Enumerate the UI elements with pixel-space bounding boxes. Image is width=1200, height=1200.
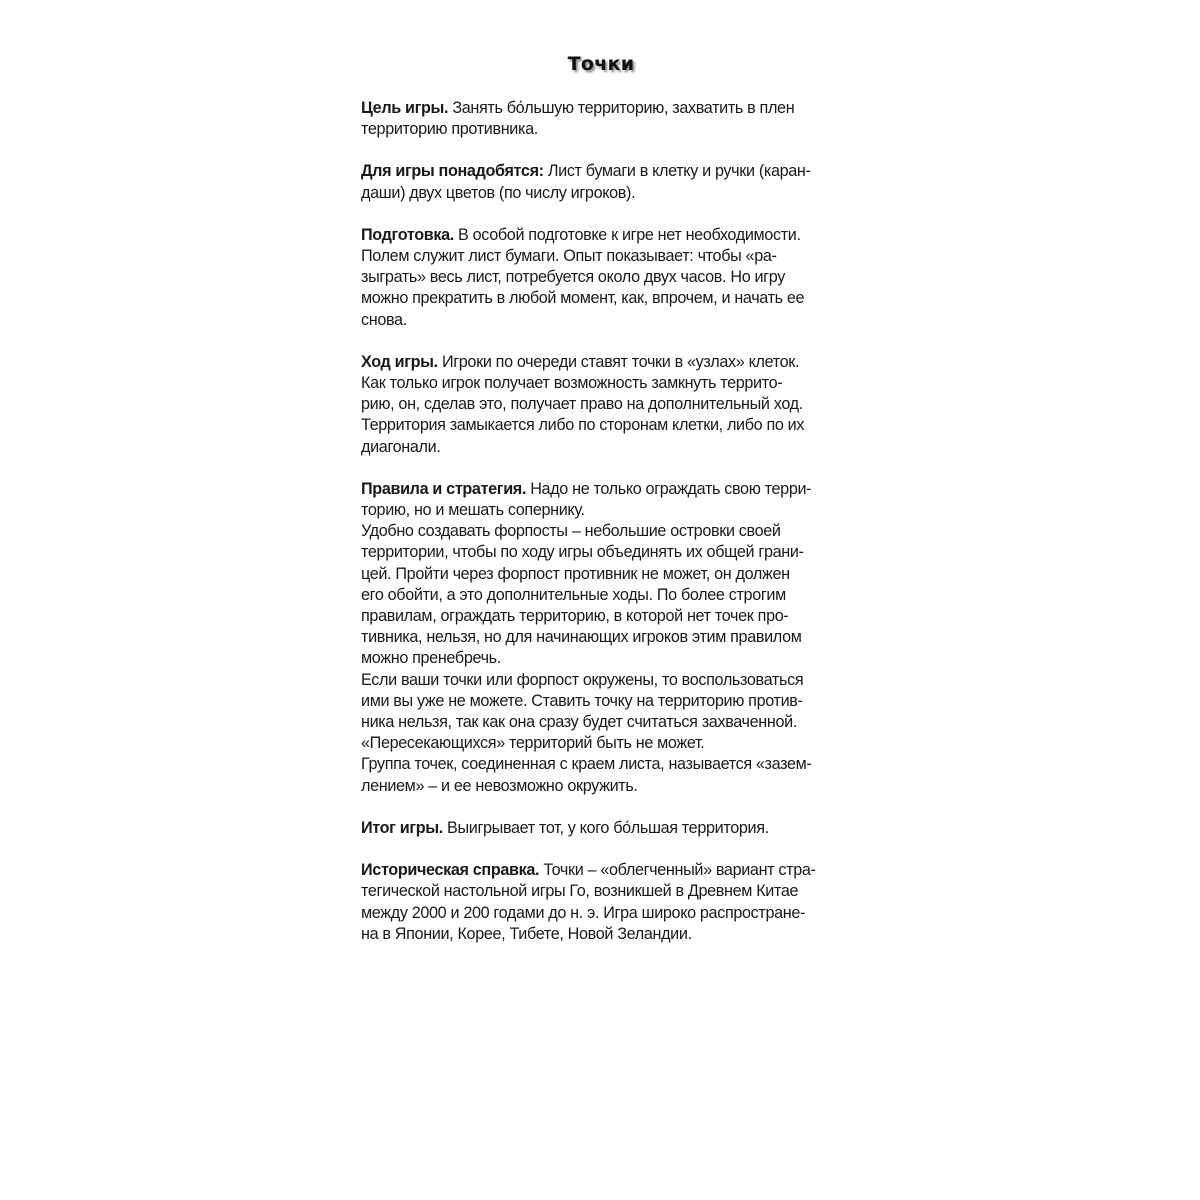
section-line: цей. Пройти через форпост противник не может, он должен [361, 564, 790, 583]
section-line: на в Японии, Корее, Тибете, Новой Зеландии. [361, 924, 692, 943]
page-title: Точки [567, 53, 635, 75]
section-line: его обойти, а это дополнительные ходы. По более строгим [361, 585, 786, 604]
section-text: Лист бумаги в клетку и ручки (каран- [543, 162, 811, 181]
section-result [361, 818, 841, 839]
section-line: тивника, нельзя, но для начинающих игроков этим правилом [361, 628, 802, 647]
section-lead: Историческая справка. [361, 861, 540, 880]
section-line: торию, но и мешать сопернику. [361, 501, 585, 520]
section-line: можно пренебречь. [361, 649, 501, 668]
section-line: территории, чтобы по ходу игры объединять их общей грани- [361, 543, 804, 562]
section-line: Полем служит лист бумаги. Опыт показывает: чтобы «ра- [361, 247, 777, 266]
section-line: Удобно создавать форпосты – небольшие островки своей [361, 522, 781, 541]
section-preparation [361, 225, 841, 331]
section-line: ими вы уже не можете. Ставить точку на территорию против- [361, 691, 803, 710]
section-gameplay [361, 352, 841, 458]
section-text: Надо не только ограждать свою терри- [526, 479, 812, 498]
section-line [361, 479, 841, 500]
section-lead: Правила и стратегия. [361, 479, 527, 498]
section-line: Как только игрок получает возможность замкнуть террито- [361, 374, 783, 393]
section-line [361, 98, 841, 119]
section-materials [361, 161, 841, 203]
section-text: Выигрывает тот, у кого бо́льшая территория. [442, 818, 769, 837]
section-line [361, 161, 841, 182]
section-history [361, 860, 841, 945]
section-line: правилам, ограждать территорию, в которой нет точек про- [361, 607, 789, 626]
section-line [361, 818, 841, 839]
section-lead: Подготовка. [361, 225, 454, 244]
section-lead: Итог игры. [361, 818, 443, 837]
section-goal [361, 98, 841, 140]
section-line [361, 860, 841, 881]
section-line [361, 352, 841, 373]
section-text: Точки – «облегченный» вариант стра- [539, 861, 816, 880]
section-lead: Цель игры. [361, 99, 449, 117]
section-line: зыграть» весь лист, потребуется около двух часов. Но игру [361, 268, 785, 287]
section-text: В особой подготовке к игре нет необходимости. [453, 225, 801, 244]
section-line: тегической настольной игры Го, возникшей в Древнем Китае [361, 882, 799, 901]
section-line: рию, он, сделав это, получает право на дополнительный ход. [361, 395, 803, 414]
section-line: даши) двух цветов (по числу игроков). [361, 183, 636, 202]
section-text: Игроки по очереди ставят точки в «узлах» клеток. [437, 352, 800, 371]
section-line: между 2000 и 200 годами до н. э. Игра широко распростране- [361, 903, 806, 922]
section-line [361, 225, 841, 246]
section-line: лением» – и ее невозможно окружить. [361, 776, 638, 795]
section-line: можно прекратить в любой момент, как, впрочем, и начать ее [361, 289, 805, 308]
section-lead: Ход игры. [361, 352, 438, 371]
section-line: снова. [361, 310, 407, 329]
section-text: Занять бо́льшую территорию, захватить в плен [448, 99, 795, 117]
section-line: Территория замыкается либо по сторонам клетки, либо по их [361, 416, 805, 435]
section-rules-strategy [361, 479, 841, 797]
section-line: Если ваши точки или форпост окружены, то воспользоваться [361, 670, 804, 689]
section-line: «Пересекающихся» территорий быть не может. [361, 734, 705, 753]
section-lead: Для игры понадобятся: [361, 162, 544, 181]
document-page [361, 50, 841, 966]
section-line: Группа точек, соединенная с краем листа, называется «зазем- [361, 755, 812, 774]
section-line: ника нельзя, так как она сразу будет считаться захваченной. [361, 713, 797, 732]
section-line: территорию противника. [361, 120, 538, 139]
section-line: диагонали. [361, 437, 441, 456]
